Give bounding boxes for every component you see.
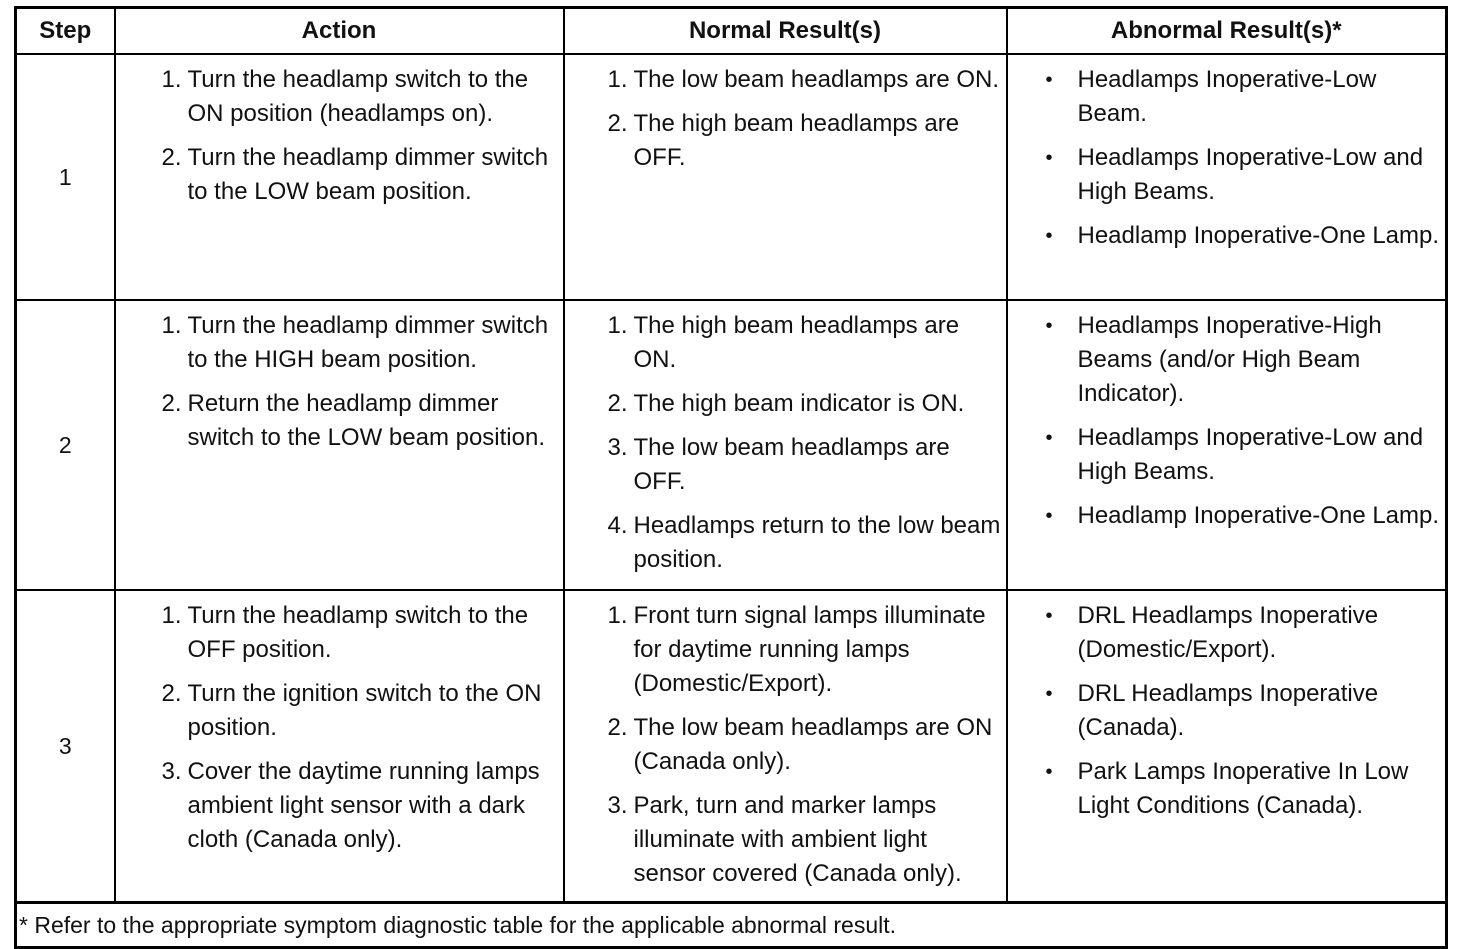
table-row — [16, 54, 1447, 300]
list-item: 1. Turn the headlamp switch to the OFF position. — [161, 602, 529, 663]
normal-result-cell — [564, 54, 1007, 300]
list-item: • Headlamps Inoperative-Low Beam. — [1045, 66, 1377, 127]
list-item: 3. Cover the daytime running lamps ambient light sensor with a dark cloth (Canada only). — [161, 758, 540, 853]
list-item: 4. Headlamps return to the low beam position. — [607, 512, 1001, 573]
list-item: 2. The low beam headlamps are ON (Canada only). — [607, 714, 993, 775]
table-row — [16, 300, 1447, 590]
list-item: 1. Front turn signal lamps illuminate for daytime running lamps (Domestic/Export). — [607, 602, 986, 697]
list-item: • Headlamps Inoperative-High Beams (and/or High Beam Indicator). — [1045, 312, 1382, 407]
abnormal-result-cell — [1007, 300, 1447, 590]
headlamp-diagnostic-table — [14, 6, 1448, 949]
abnormal-result-cell — [1007, 590, 1447, 903]
list-item: 2. Turn the headlamp dimmer switch to the LOW beam position. — [161, 144, 549, 205]
footnote-row — [16, 903, 1447, 948]
list-item: • Headlamps Inoperative-Low and High Beams. — [1045, 144, 1424, 205]
header-step: Step — [16, 8, 115, 55]
step-number: 1 — [16, 54, 115, 300]
list-item: 3. Park, turn and marker lamps illuminate with ambient light sensor covered (Canada only). — [607, 792, 962, 887]
list-item: 3. The low beam headlamps are OFF. — [607, 434, 950, 495]
list-item: • DRL Headlamps Inoperative (Canada). — [1045, 680, 1379, 741]
list-item: 2. The high beam headlamps are OFF. — [607, 110, 960, 171]
step-number: 3 — [16, 590, 115, 903]
list-item: 2. The high beam indicator is ON. — [607, 390, 965, 417]
header-normal-results: Normal Result(s) — [564, 8, 1007, 55]
list-item: 1. Turn the headlamp dimmer switch to the HIGH beam position. — [161, 312, 549, 373]
diagnostic-document — [14, 6, 1454, 938]
list-item: 2. Turn the ignition switch to the ON position. — [161, 680, 542, 741]
step-number: 2 — [16, 300, 115, 590]
abnormal-result-cell — [1007, 54, 1447, 300]
action-cell — [115, 590, 564, 903]
list-item: 1. The low beam headlamps are ON. — [607, 66, 1000, 93]
normal-result-cell — [564, 300, 1007, 590]
list-item: • Headlamp Inoperative-One Lamp. — [1045, 502, 1440, 529]
list-item: • DRL Headlamps Inoperative (Domestic/Export). — [1045, 602, 1379, 663]
footnote: * Refer to the appropriate symptom diagnostic table for the applicable abnormal result. — [16, 903, 1447, 948]
header-abnormal-results: Abnormal Result(s)* — [1007, 8, 1447, 55]
list-item: • Headlamp Inoperative-One Lamp. — [1045, 222, 1440, 249]
list-item: 1. The high beam headlamps are ON. — [607, 312, 960, 373]
list-item: • Headlamps Inoperative-Low and High Beams. — [1045, 424, 1424, 485]
list-item: • Park Lamps Inoperative In Low Light Conditions (Canada). — [1045, 758, 1409, 819]
header-action: Action — [115, 8, 564, 55]
table-header-row — [16, 8, 1447, 55]
list-item: 1. Turn the headlamp switch to the ON position (headlamps on). — [161, 66, 529, 127]
normal-result-cell — [564, 590, 1007, 903]
table-row — [16, 590, 1447, 903]
action-cell — [115, 300, 564, 590]
action-cell — [115, 54, 564, 300]
list-item: 2. Return the headlamp dimmer switch to the LOW beam position. — [161, 390, 545, 451]
